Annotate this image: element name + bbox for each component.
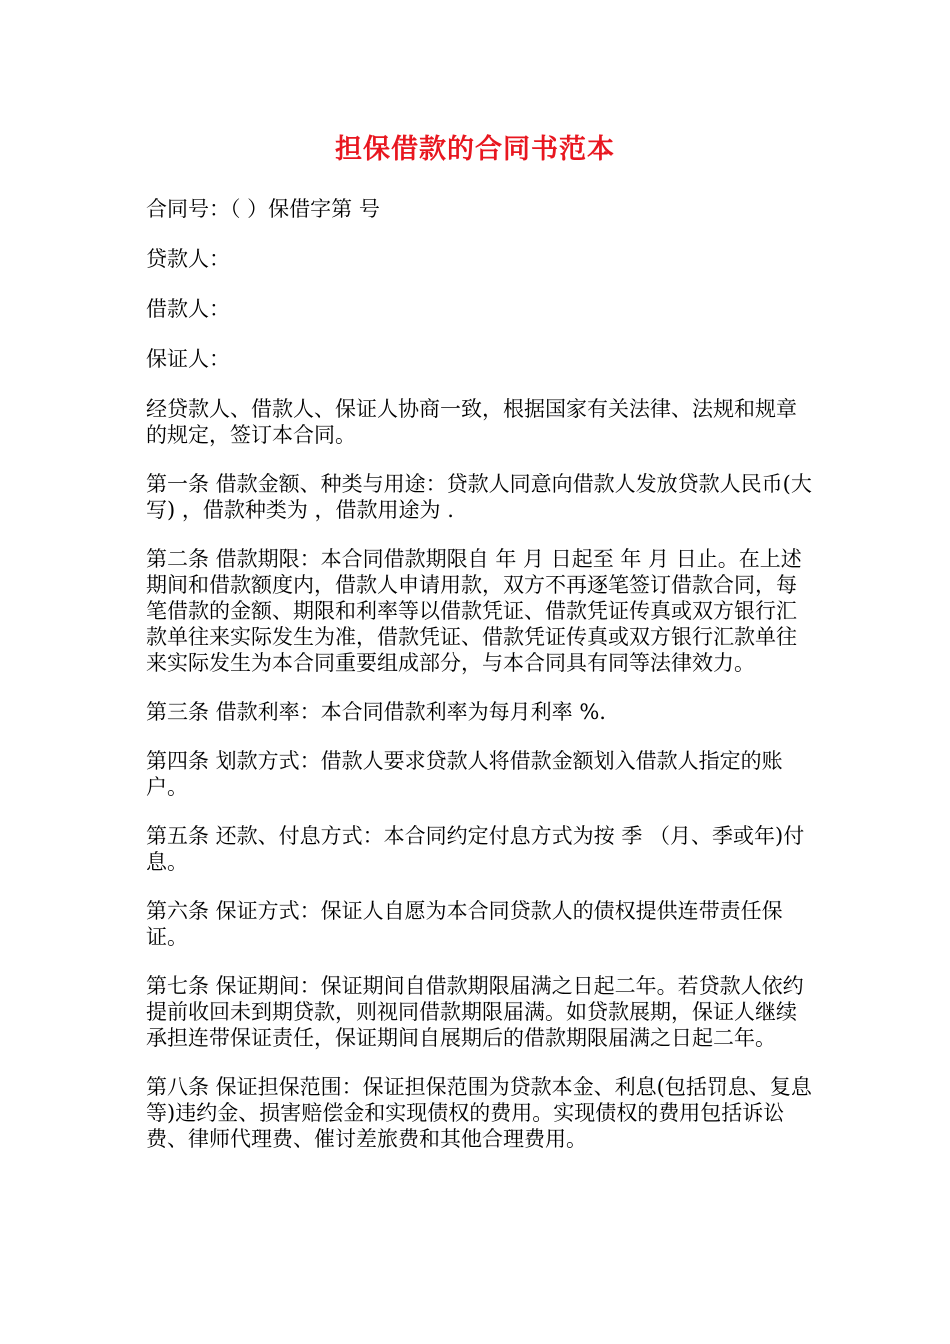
article-8: 第八条 保证担保范围：保证担保范围为贷款本金、利息(包括罚息、复息等)违约金、损害赔偿金和实现债权的费用。实现债权的费用包括诉讼费、律师代理费、催讨差旅费和其他合理费用。	[146, 1075, 812, 1151]
guarantor-field: 保证人：	[146, 347, 230, 371]
intro-paragraph: 经贷款人、借款人、保证人协商一致，根据国家有关法律、法规和规章的规定，签订本合同。	[146, 397, 797, 447]
borrower-field: 借款人：	[146, 297, 230, 321]
article-3: 第三条 借款利率：本合同借款利率为每月利率 %.	[146, 700, 606, 724]
lender-field: 贷款人：	[146, 247, 230, 271]
document-body	[146, 196, 816, 1175]
article-5: 第五条 还款、付息方式：本合同约定付息方式为按 季 （月、季或年)付息。	[146, 824, 805, 874]
article-7: 第七条 保证期间：保证期间自借款期限届满之日起二年。若贷款人依约提前收回未到期贷款，则视同借款期限届满。如贷款展期，保证人继续承担连带保证责任，保证期间自展期后的借款期限届满之日起二年。	[146, 974, 804, 1050]
article-4: 第四条 划款方式：借款人要求贷款人将借款金额划入借款人指定的账户。	[146, 749, 783, 799]
article-6: 第六条 保证方式：保证人自愿为本合同贷款人的债权提供连带责任保证。	[146, 899, 783, 949]
article-1: 第一条 借款金额、种类与用途：贷款人同意向借款人发放贷款人民币(大写) ，借款种类为 ，借款用途为 .	[146, 472, 812, 522]
document-title: 担保借款的合同书范本	[335, 134, 615, 165]
contract-number-field: 合同号：（ ）保借字第 号	[146, 197, 380, 221]
article-2: 第二条 借款期限：本合同借款期限自 年 月 日起至 年 月 日止。在上述期间和借款额度内，借款人申请用款，双方不再逐笔签订借款合同，每笔借款的金额、期限和利率等以借款凭证、借款凭证传真或双方银行汇款单往来实际发生为准，借款凭证、借款凭证传真或双方银行汇款单往来实际发生为本合同重要组成部分，与本合同具有同等法律效力。	[146, 547, 802, 675]
